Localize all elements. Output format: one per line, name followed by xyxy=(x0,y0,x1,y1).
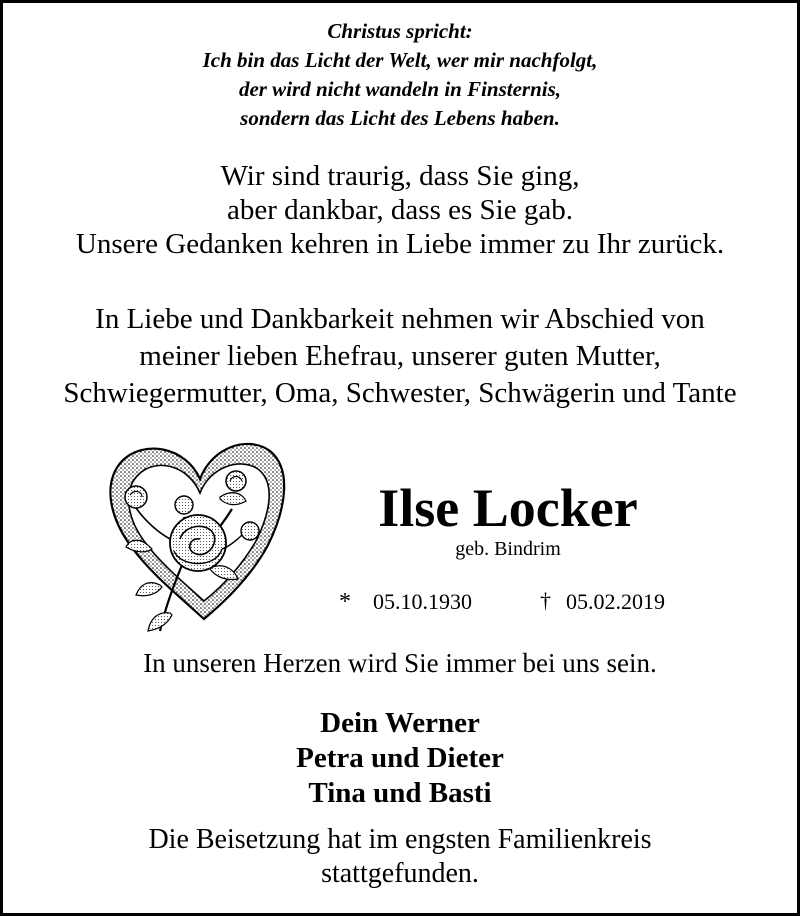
quote-line: Christus spricht: xyxy=(327,19,473,43)
maiden-name: geb. Bindrim xyxy=(455,538,561,560)
quote-line: Ich bin das Licht der Welt, wer mir nachfolgt, xyxy=(202,48,598,72)
verse-line: Wir sind traurig, dass Sie ging, xyxy=(220,160,580,192)
intro-line: Schwiegermutter, Oma, Schwester, Schwägerin und Tante xyxy=(63,377,737,409)
closing-line: In unseren Herzen wird Sie immer bei uns sein. xyxy=(143,648,657,678)
intro-line: In Liebe und Dankbarkeit nehmen wir Abschied von xyxy=(95,303,705,335)
quote-line: sondern das Licht des Lebens haben. xyxy=(240,106,560,130)
intro-line: meiner lieben Ehefrau, unserer guten Mutter, xyxy=(139,340,661,372)
mourner-name: Dein Werner xyxy=(320,707,480,739)
verse-line: aber dankbar, dass es Sie gab. xyxy=(227,194,573,226)
heart-with-rose-icon xyxy=(100,435,292,637)
mourning-verse xyxy=(3,159,797,261)
farewell-intro xyxy=(3,301,797,412)
mourner-name: Petra und Dieter xyxy=(296,742,504,774)
deceased-name: Ilse Locker xyxy=(378,478,638,538)
birth-star-icon: * xyxy=(339,589,351,615)
burial-line: Die Beisetzung hat im engsten Familienkreis xyxy=(148,824,652,855)
burial-notice xyxy=(3,823,797,891)
mourner-name: Tina und Basti xyxy=(308,777,492,809)
verse-line: Unsere Gedanken kehren in Liebe immer zu Ihr zurück. xyxy=(75,228,725,260)
quote-line: der wird nicht wandeln in Finsternis, xyxy=(238,77,562,101)
death-cross-icon: † xyxy=(540,588,551,613)
mourners-list xyxy=(3,706,797,811)
birth-date: 05.10.1930 xyxy=(373,589,472,614)
bible-quote xyxy=(3,17,797,133)
death-date: 05.02.2019 xyxy=(566,589,665,614)
burial-line: stattgefunden. xyxy=(321,858,479,889)
